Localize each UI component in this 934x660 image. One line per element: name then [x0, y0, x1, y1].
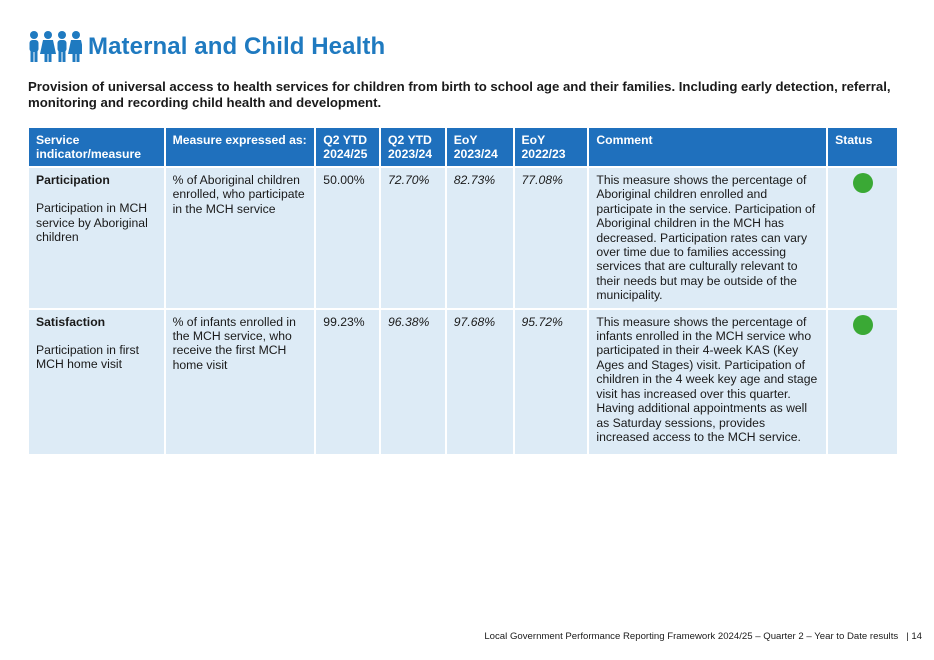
- value-q2-2425: 50.00%: [316, 168, 379, 308]
- comment-cell: This measure shows the percentage of Aboriginal children enrolled and participate in the service. Participation of Aboriginal children in the MCH has decreased. Participation rates can vary over time due to families accessing services that are culturally relevant to their needs but may be outside of the municipality.: [589, 168, 826, 308]
- col-header-status: Status: [828, 128, 897, 166]
- indicator-cell: [29, 310, 164, 454]
- col-header-indicator: Service indicator/measure: [29, 128, 164, 166]
- indicator-table: [27, 126, 899, 456]
- indicator-description: Participation in first MCH home visit: [36, 343, 139, 372]
- value-eoy-2324: 82.73%: [447, 168, 513, 308]
- table-row: [29, 168, 897, 308]
- col-header-q2-2425: Q2 YTD 2024/25: [316, 128, 379, 166]
- measure-cell: % of Aboriginal children enrolled, who participate in the MCH service: [166, 168, 315, 308]
- indicator-cell: [29, 168, 164, 308]
- page-number: | 14: [906, 631, 922, 642]
- col-header-comment: Comment: [589, 128, 826, 166]
- comment-cell: This measure shows the percentage of infants enrolled in the MCH service who participated in their 4-week KAS (Key Ages and Stages) visit. Participation of children in the 4 week key age and stage visit has increased over this quarter. Having additional appointments as well as Saturday sessions, provides increased access to the MCH service.: [589, 310, 826, 454]
- status-indicator-dot: [853, 173, 873, 193]
- table-row: [29, 310, 897, 454]
- value-q2-2324: 72.70%: [381, 168, 445, 308]
- table-header-row: [29, 128, 897, 166]
- family-people-icon: [28, 30, 82, 64]
- measure-cell: % of infants enrolled in the MCH service, who receive the first MCH home visit: [166, 310, 315, 454]
- col-header-eoy-2223: EoY 2022/23: [515, 128, 588, 166]
- intro-paragraph: Provision of universal access to health services for children from birth to school age and their families. Including early detection, referral, monitoring and recording child health and development.: [28, 79, 891, 110]
- indicator-name: Participation: [36, 173, 110, 187]
- status-indicator-dot: [853, 315, 873, 335]
- status-cell: [828, 310, 897, 454]
- indicator-name: Satisfaction: [36, 314, 106, 329]
- status-cell: [828, 168, 897, 308]
- value-eoy-2223: 77.08%: [515, 168, 588, 308]
- value-q2-2425: 99.23%: [316, 310, 379, 454]
- page-footer: [484, 631, 922, 642]
- value-q2-2324: 96.38%: [381, 310, 445, 454]
- col-header-measure: Measure expressed as:: [166, 128, 315, 166]
- value-eoy-2324: 97.68%: [447, 310, 513, 454]
- col-header-q2-2324: Q2 YTD 2023/24: [381, 128, 445, 166]
- col-header-eoy-2324: EoY 2023/24: [447, 128, 513, 166]
- value-eoy-2223: 95.72%: [515, 310, 588, 454]
- indicator-description: Participation in MCH service by Aboriginal children: [36, 201, 148, 245]
- page-title: Maternal and Child Health: [88, 33, 386, 60]
- footer-text: Local Government Performance Reporting Framework 2024/25 – Quarter 2 – Year to Date results: [484, 631, 899, 642]
- page-header: [28, 30, 385, 64]
